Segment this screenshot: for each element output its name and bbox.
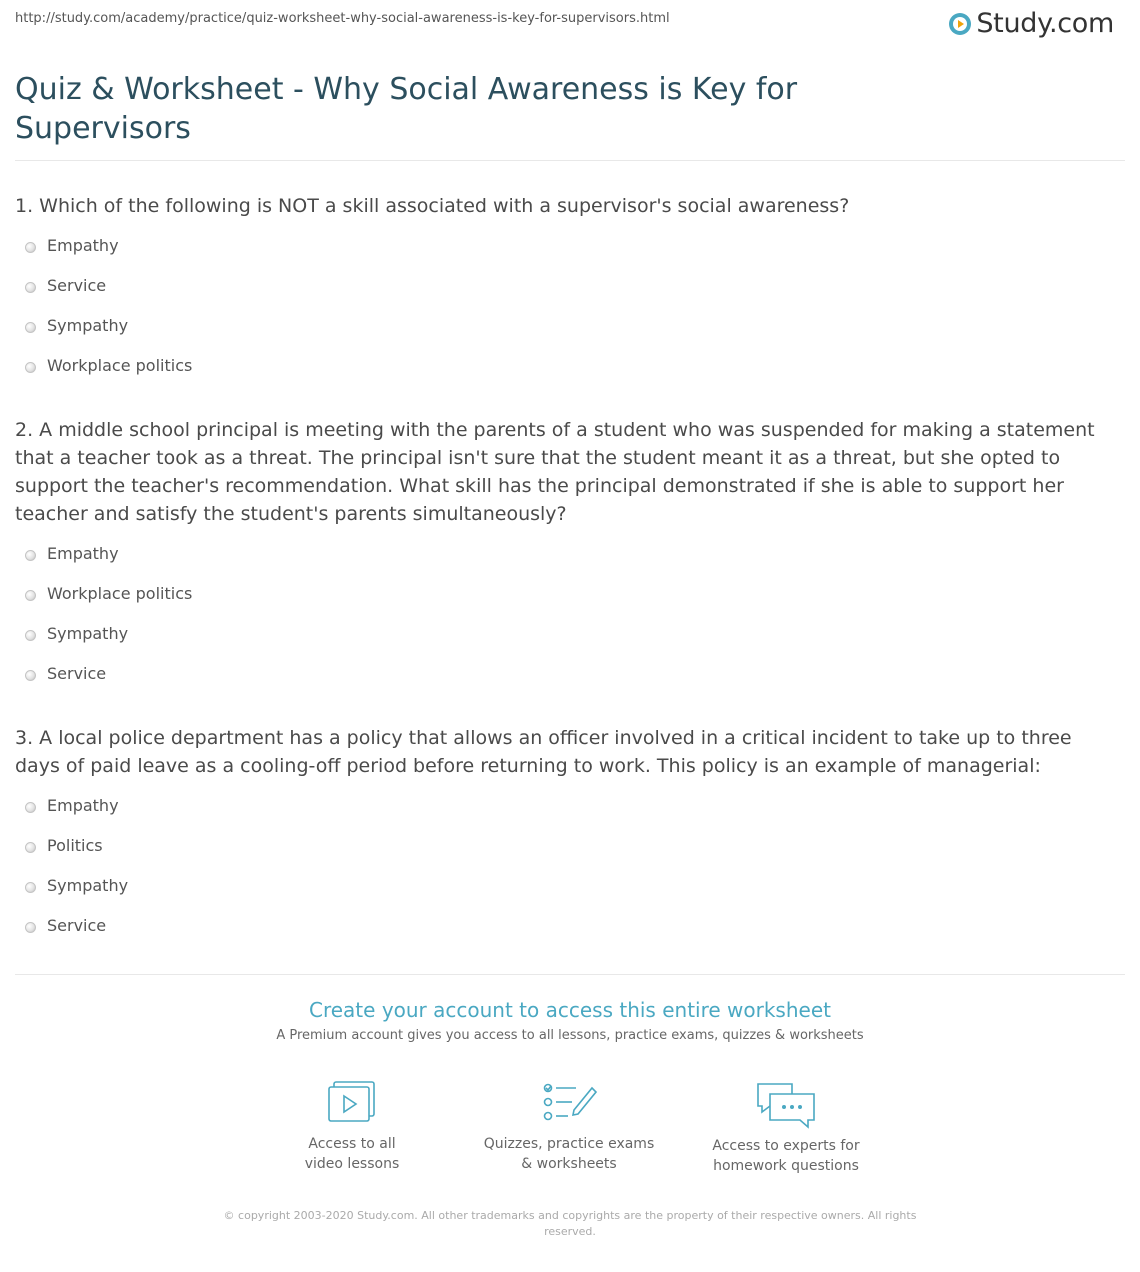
study-logo[interactable] xyxy=(948,8,1114,39)
radio-icon[interactable] xyxy=(25,842,36,853)
answer-options xyxy=(15,535,1120,695)
question-3 xyxy=(15,724,1120,947)
radio-icon[interactable] xyxy=(25,550,36,561)
radio-icon[interactable] xyxy=(25,242,36,253)
radio-icon[interactable] xyxy=(25,922,36,933)
page-title: Quiz & Worksheet - Why Social Awareness is Key for Supervisors xyxy=(15,72,798,146)
answer-option[interactable] xyxy=(15,867,1120,907)
answer-label: Sympathy xyxy=(47,316,129,335)
answer-label: Sympathy xyxy=(47,624,129,643)
premium-cta xyxy=(0,998,1140,1043)
video-lessons-icon xyxy=(325,1080,379,1128)
answer-option[interactable] xyxy=(15,827,1120,867)
answer-option[interactable] xyxy=(15,307,1120,347)
feature-label: Access to experts for homework questions xyxy=(712,1138,860,1174)
answer-label: Service xyxy=(47,664,107,683)
feature-quizzes xyxy=(469,1080,669,1174)
feature-label: Access to all video lessons xyxy=(304,1136,400,1172)
radio-icon[interactable] xyxy=(25,322,36,333)
answer-option[interactable] xyxy=(15,347,1120,387)
answer-option[interactable] xyxy=(15,787,1120,827)
answer-option[interactable] xyxy=(15,615,1120,655)
page-url: http://study.com/academy/practice/quiz-worksheet-why-social-awareness-is-key-for-supervisors.html xyxy=(15,11,670,26)
radio-icon[interactable] xyxy=(25,630,36,641)
answer-option[interactable] xyxy=(15,535,1120,575)
copyright-text: © copyright 2003-2020 Study.com. All other trademarks and copyrights are the property of their respective owners. All rights reserved. xyxy=(223,1209,917,1238)
study-logo-play-icon xyxy=(948,12,972,36)
question-2 xyxy=(15,416,1120,695)
cta-title-link[interactable]: Create your account to access this entire worksheet xyxy=(309,998,831,1022)
feature-video-lessons xyxy=(252,1080,452,1174)
question-text: 3. A local police department has a policy that allows an officer involved in a critical incident to take up to three days of paid leave as a cooling-off period before returning to work. This policy is an example of managerial: xyxy=(15,727,1072,777)
question-1 xyxy=(15,192,1120,387)
study-logo-text: Study.com xyxy=(976,8,1114,39)
answer-label: Workplace politics xyxy=(47,356,193,375)
answer-option[interactable] xyxy=(15,655,1120,695)
answer-options xyxy=(15,787,1120,947)
radio-icon[interactable] xyxy=(25,590,36,601)
answer-option[interactable] xyxy=(15,575,1120,615)
answer-label: Service xyxy=(47,916,107,935)
title-divider xyxy=(15,160,1125,161)
footer-divider xyxy=(15,974,1125,975)
answer-label: Empathy xyxy=(47,796,119,815)
question-text: 1. Which of the following is NOT a skill associated with a supervisor's social awareness? xyxy=(15,195,850,217)
answer-option[interactable] xyxy=(15,267,1120,307)
quiz-list-icon xyxy=(540,1080,598,1128)
chat-bubbles-icon xyxy=(754,1080,818,1130)
radio-icon[interactable] xyxy=(25,362,36,373)
answer-label: Politics xyxy=(47,836,103,855)
answer-label: Sympathy xyxy=(47,876,129,895)
question-text: 2. A middle school principal is meeting with the parents of a student who was suspended for making a statement that a teacher took as a threat. The principal isn't sure that the student meant it as a threat, but she opted to support the teacher's recommendation. What skill has the principal demonstrated if she is able to support her teacher and satisfy the student's parents simultaneously? xyxy=(15,419,1095,525)
cta-subtitle: A Premium account gives you access to all lessons, practice exams, quizzes & worksheets xyxy=(276,1028,864,1043)
feature-experts xyxy=(686,1080,886,1176)
answer-label: Empathy xyxy=(47,544,119,563)
answer-options xyxy=(15,227,1120,387)
radio-icon[interactable] xyxy=(25,670,36,681)
answer-option[interactable] xyxy=(15,227,1120,267)
feature-label: Quizzes, practice exams & worksheets xyxy=(483,1136,655,1172)
radio-icon[interactable] xyxy=(25,282,36,293)
radio-icon[interactable] xyxy=(25,882,36,893)
radio-icon[interactable] xyxy=(25,802,36,813)
answer-label: Service xyxy=(47,276,107,295)
answer-option[interactable] xyxy=(15,907,1120,947)
answer-label: Empathy xyxy=(47,236,119,255)
answer-label: Workplace politics xyxy=(47,584,193,603)
